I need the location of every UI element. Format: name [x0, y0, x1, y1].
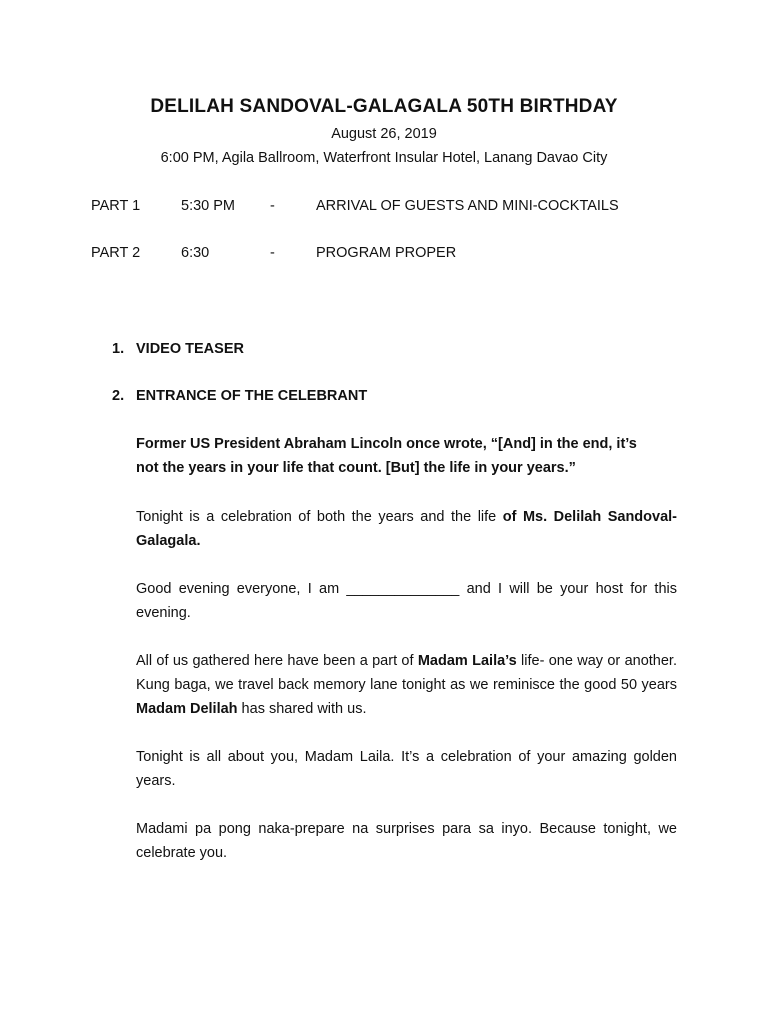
- script-paragraph: Tonight is all about you, Madam Laila. It’s a celebration of your amazing golden years.: [136, 749, 677, 789]
- script-paragraph: All of us gathered here have been a part of Madam Laila’s life- one way or another. Kung baga, we travel back memory lane tonight as we reminisce the good 50 years Madam Delilah has shared with us.: [136, 653, 677, 717]
- celebrant-nickname: Madam Laila’s: [417, 653, 517, 669]
- schedule-time: 6:30: [181, 245, 210, 261]
- program-item: [112, 341, 244, 357]
- schedule-part: PART 1: [91, 198, 141, 214]
- script-paragraph: Good evening everyone, I am ______________ and I will be your host for this evening.: [136, 581, 677, 621]
- program-item-label: VIDEO TEASER: [136, 341, 244, 357]
- script-paragraph: Madami pa pong naka-prepare na surprises para sa inyo. Because tonight, we celebrate you.: [136, 821, 677, 861]
- script-paragraph: Tonight is a celebration of both the years and the life of Ms. Delilah Sandoval-Galagala.: [136, 509, 677, 549]
- schedule-dash: -: [270, 198, 275, 214]
- program-item-number: 2.: [112, 388, 125, 404]
- event-date: August 26, 2019: [331, 126, 437, 142]
- program-item: [112, 388, 367, 404]
- program-item-label: ENTRANCE OF THE CELEBRANT: [136, 388, 368, 404]
- quote-line: Former US President Abraham Lincoln once wrote, “[And] in the end, it’s: [136, 436, 637, 452]
- schedule-time: 5:30 PM: [181, 198, 235, 214]
- schedule-part: PART 2: [91, 245, 141, 261]
- quote-line: not the years in your life that count. [But] the life in your years.”: [136, 460, 576, 476]
- event-venue: 6:00 PM, Agila Ballroom, Waterfront Insular Hotel, Lanang Davao City: [160, 150, 608, 166]
- schedule-description: PROGRAM PROPER: [316, 245, 457, 261]
- celebrant-name: Madam Delilah: [136, 701, 238, 717]
- schedule-dash: -: [270, 245, 275, 261]
- script-quote: [136, 432, 677, 480]
- celebrant-name: of Ms. Delilah Sandoval-Galagala.: [136, 509, 677, 549]
- schedule-description: ARRIVAL OF GUESTS AND MINI-COCKTAILS: [316, 198, 619, 214]
- program-item-number: 1.: [112, 341, 125, 357]
- document-title: DELILAH SANDOVAL-GALAGALA 50TH BIRTHDAY: [150, 96, 618, 117]
